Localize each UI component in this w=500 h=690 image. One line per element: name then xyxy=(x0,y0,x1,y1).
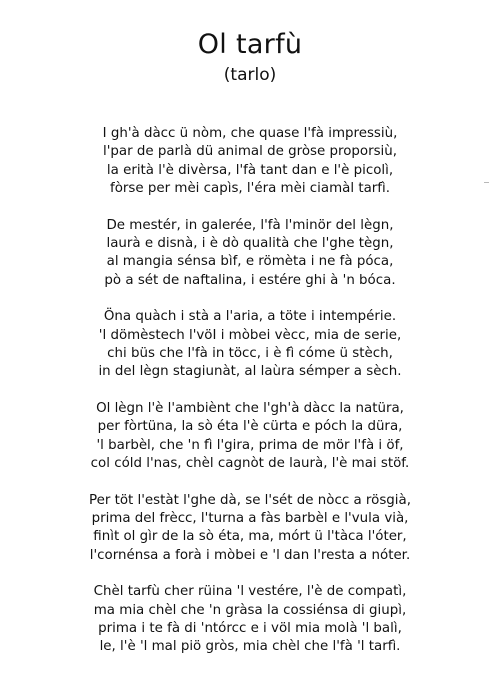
stanza-4 xyxy=(0,400,500,474)
poem-line: le, l'è 'l mal piö gròs, mia chèl che l'fà 'l tarfì. xyxy=(99,639,401,655)
stanza-6 xyxy=(0,583,500,657)
poem-body xyxy=(0,125,500,675)
poem-line: finìt ol gìr de la sò éta, ma, mórt ü l'tàca l'óter, xyxy=(93,529,407,545)
poem-line: fòrse per mèi capìs, l'éra mèi ciamàl tarfì. xyxy=(110,181,390,197)
poem-line: ma mia chèl che 'n gràsa la cossiénsa di giupì, xyxy=(93,602,407,618)
poem-subtitle: (tarlo) xyxy=(223,65,277,85)
poem-line: l'cornénsa a forà i mòbei e 'l dan l'resta a nóter. xyxy=(89,547,411,563)
stanza-3 xyxy=(0,308,500,382)
stanza-1 xyxy=(0,125,500,199)
poem-line: prima del frècc, l'turna a fàs barbèl e l'vula vià, xyxy=(91,510,409,526)
poem-line: 'l dömèstech l'vöI i mòbei vècc, mia de serie, xyxy=(98,327,402,343)
poem-line: la erità l'è divèrsa, l'fà tant dan e l'è picolì, xyxy=(106,162,394,178)
poem-line: Per töt l'estàt l'ghe dà, se l'sét de nòcc a rösgià, xyxy=(88,492,411,508)
stanza-2 xyxy=(0,217,500,291)
paper-speck xyxy=(484,182,489,183)
poem-line: chi büs che l'fà in töcc, i è fì cóme ü stèch, xyxy=(107,346,393,362)
poem-line: Öna quàch i stà a l'aria, a töte i intempérie. xyxy=(103,309,397,325)
poem-line: al mangia sénsa bìf, e römèta i ne fà póca, xyxy=(106,254,394,270)
poem-title: Ol tarfù xyxy=(197,29,303,60)
poem-line: in del lègn stagiunàt, al laùra sémper a sèch. xyxy=(98,364,402,380)
poem-line: prima i te fà di 'ntórcc e i völ mia molà 'l balì, xyxy=(98,620,402,636)
poem-line: I gh'à dàcc ü nòm, che quase l'fà impressiù, xyxy=(102,126,398,141)
poem-line: per fòrtüna, la sò éta l'è cürta e póch la düra, xyxy=(97,419,403,435)
poem-line: col cóld l'nas, chèl cagnòt de laurà, l'è mai stöf. xyxy=(90,456,410,472)
poem-line: De mestér, in galerée, l'fà l'minör del lègn, xyxy=(106,217,394,233)
stanza-5 xyxy=(0,492,500,566)
poem-line: Chèl tarfù cher rüina 'l vestére, l'è de compatì, xyxy=(93,584,407,600)
poem-line: laurà e disnà, i è dò qualità che l'ghe tègn, xyxy=(106,236,394,252)
poem-line: pò a sét de naftalina, i estére ghi à 'n bóca. xyxy=(104,272,396,288)
poem-line: 'l barbèl, che 'n fì l'gira, prima de mör l'fà i öf, xyxy=(96,437,404,453)
poem-line: l'par de parlà dü animal de gròse proporsiù, xyxy=(102,144,398,160)
poem-line: Ol lègn l'è l'ambiènt che l'gh'à dàcc la natüra, xyxy=(96,400,404,416)
